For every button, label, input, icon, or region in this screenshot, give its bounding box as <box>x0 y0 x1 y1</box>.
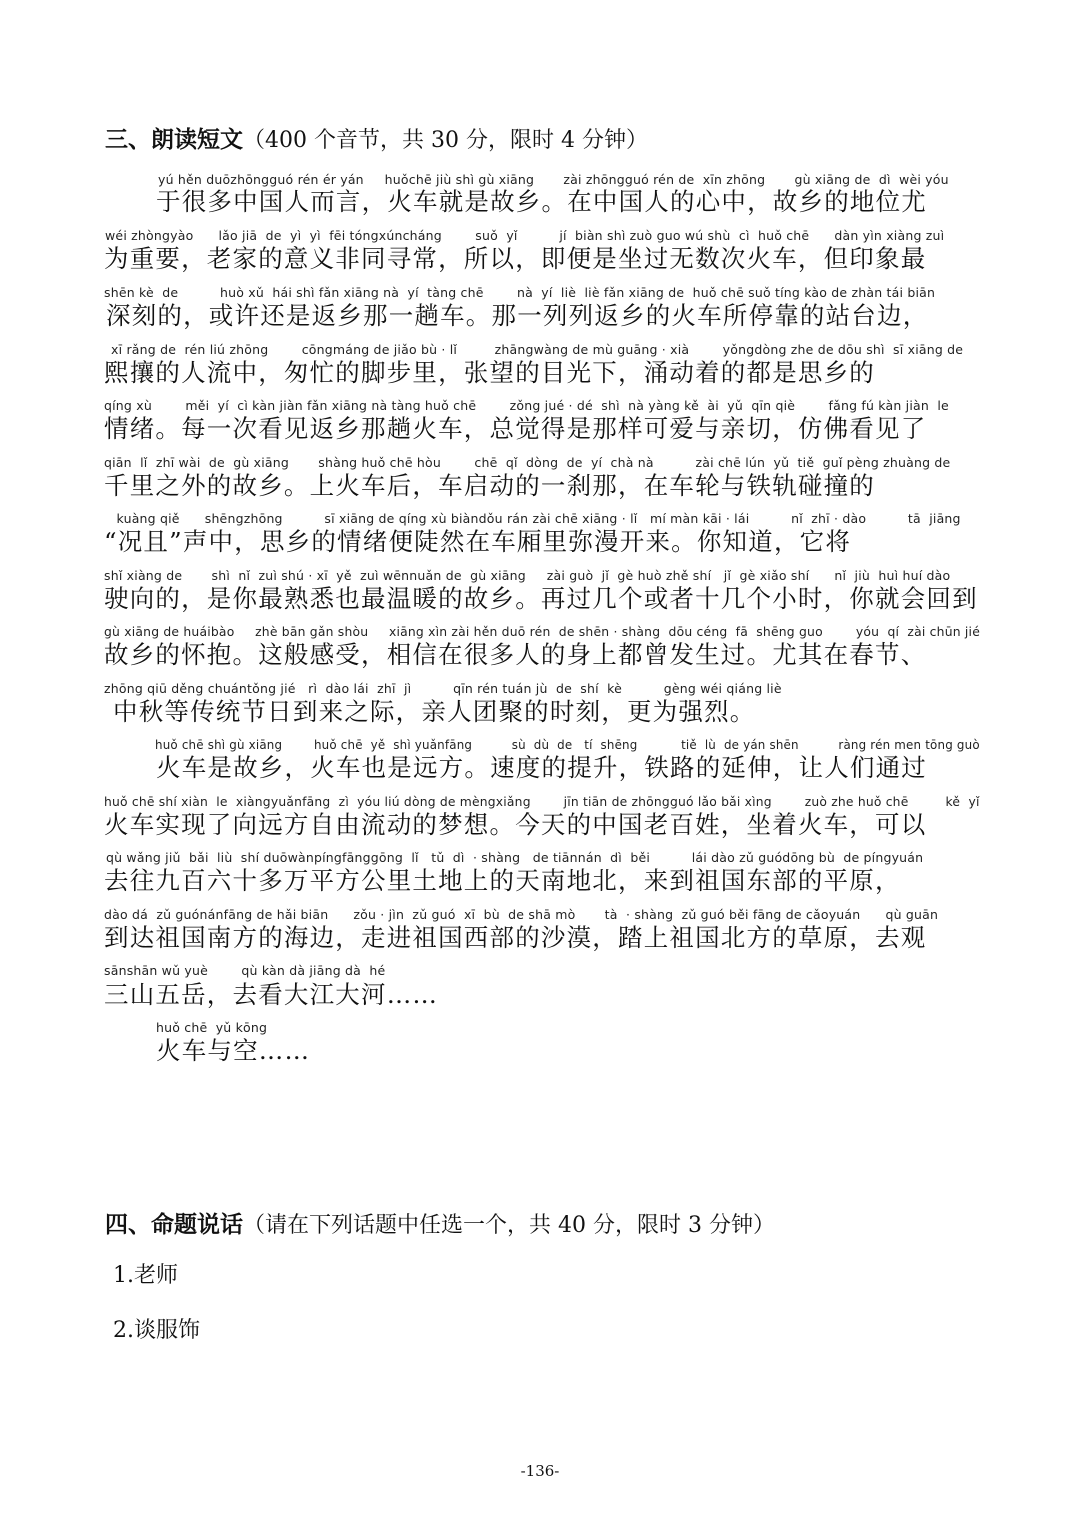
hanzi-line: 深刻的，或许还是返乡那一趟车。那一列列返乡的火车所停靠的站台边， <box>106 301 929 330</box>
topic-item: 2.谈服饰 <box>113 1318 200 1343</box>
hanzi-line: 火车与空…… <box>156 1036 311 1065</box>
hanzi-line: 火车实现了向远方自由流动的梦想。今天的中国老百姓，坐着火车，可以 <box>104 810 927 839</box>
hanzi-line: 驶向的，是你最熟悉也最温暖的故乡。再过几个或者十几个小时，你就会回到 <box>104 584 978 613</box>
pinyin-line: huǒ chē yǔ kōng <box>156 1020 268 1035</box>
pinyin-line: dào dá zǔ guónánfāng de hǎi biān zǒu · jìn zǔ guó xī bù de shā mò tà · shàng zǔ guó běi fāng de cǎoyuán qù guān <box>104 907 939 922</box>
section3-heading <box>105 121 648 154</box>
pinyin-line: qíng xù měi yí cì kàn jiàn fǎn xiāng nà tàng huǒ chē zǒng jué · dé shì nà yàng kě ài yǔ qīn qiè fǎng fú kàn jiàn le <box>104 398 949 413</box>
hanzi-line: “况且”声中，思乡的情绪便陡然在车厢里弥漫开来。你知道，它将 <box>104 527 852 556</box>
topic-item: 1.老师 <box>113 1263 178 1288</box>
section3-heading-note: （400 个音节，共 30 分，限时 4 分钟） <box>243 128 648 153</box>
section4-heading-note: （请在下列话题中任选一个，共 40 分，限时 3 分钟） <box>243 1213 775 1238</box>
pinyin-line: zhōng qiū děng chuántǒng jié rì dào lái zhī jì qīn rén tuán jù de shí kè gèng wéi qiáng liè <box>104 681 782 696</box>
section4-heading-title: 四、命题说话 <box>105 1212 243 1238</box>
hanzi-line: 三山五岳，去看大江大河…… <box>104 980 439 1009</box>
pinyin-line: shǐ xiàng de shì nǐ zuì shú · xī yě zuì wēnnuǎn de gù xiāng zài guò jǐ gè huò zhě shí jǐ gè xiǎo shí nǐ jiù huì huí dào <box>104 568 951 583</box>
hanzi-line: 情绪。每一次看见返乡那趟火车，总觉得是那样可爱与亲切，仿佛看见了 <box>104 414 927 443</box>
hanzi-line: 故乡的怀抱。这般感受，相信在很多人的身上都曾发生过。尤其在春节、 <box>104 640 927 669</box>
pinyin-line: shēn kè de huò xǔ hái shì fǎn xiāng nà yí tàng chē nà yí liè liè fǎn xiāng de huǒ chē suǒ tíng kào de zhàn tái biān <box>104 285 936 300</box>
page-number: -136- <box>520 1462 560 1480</box>
pinyin-line: gù xiāng de huáibào zhè bān gǎn shòu xiāng xìn zài hěn duō rén de shēn · shàng dōu céng fā shēng guo yóu qí zài chūn jié <box>104 624 981 639</box>
hanzi-line: 中秋等传统节日到来之际，亲人团聚的时刻，更为强烈。 <box>104 697 756 726</box>
hanzi-line: 千里之外的故乡。上火车后，车启动的一刹那，在车轮与铁轨碰撞的 <box>104 471 875 500</box>
hanzi-line: 火车是故乡，火车也是远方。速度的提升，铁路的延伸，让人们通过 <box>156 753 927 782</box>
pinyin-line: sānshān wǔ yuè qù kàn dà jiāng dà hé <box>104 963 386 978</box>
pinyin-line: yú hěn duōzhōngguó rén ér yán huǒchē jiù shì gù xiāng zài zhōngguó rén de xīn zhōng gù xiāng de dì wèi yóu <box>158 172 949 187</box>
hanzi-line: 熙攘的人流中，匆忙的脚步里，张望的目光下，涌动着的都是思乡的 <box>104 358 875 387</box>
pinyin-line: kuàng qiě shēngzhōng sī xiāng de qíng xù biàndǒu rán zài chē xiāng · lǐ mí màn kāi · lái nǐ zhī · dào tā jiāng <box>104 511 961 526</box>
hanzi-line: 到达祖国南方的海边，走进祖国西部的沙漠，踏上祖国北方的草原，去观 <box>104 923 927 952</box>
hanzi-line: 于很多中国人而言，火车就是故乡。在中国人的心中，故乡的地位尤 <box>156 187 927 216</box>
pinyin-line: qù wǎng jiǔ bǎi liù shí duōwànpíngfānggōng lǐ tǔ dì · shàng de tiānnán dì běi lái dào zǔ guódōng bù de píngyuán <box>106 850 924 865</box>
pinyin-line: xī rǎng de rén liú zhōng cōngmáng de jiǎo bù · lǐ zhāngwàng de mù guāng · xià yǒngdòng zhe de dōu shì sī xiāng de <box>111 342 964 357</box>
pinyin-line: wéi zhòngyào lǎo jiā de yì yì fēi tóngxúncháng suǒ yǐ jí biàn shì zuò guo wú shù cì huǒ chē dàn yìn xiàng zuì <box>105 228 945 243</box>
section4-heading <box>105 1206 775 1239</box>
pinyin-line: huǒ chē shí xiàn le xiàngyuǎnfāng zì yóu liú dòng de mèngxiǎng jīn tiān de zhōngguó lǎo bǎi xìng zuò zhe huǒ chē kě yǐ <box>104 794 980 809</box>
hanzi-line: 去往九百六十多万平方公里土地上的天南地北，来到祖国东部的平原， <box>104 866 901 895</box>
hanzi-line: 为重要，老家的意义非同寻常，所以，即便是坐过无数次火车，但印象最 <box>104 244 927 273</box>
section3-heading-title: 三、朗读短文 <box>105 127 243 153</box>
pinyin-line: huǒ chē shì gù xiāng huǒ chē yě shì yuǎnfāng sù dù de tí shēng tiě lù de yán shēn ràng rén men tōng guò <box>155 737 980 752</box>
pinyin-line: qiān lǐ zhī wài de gù xiāng shàng huǒ chē hòu chē qǐ dòng de yí chà nà zài chē lún yǔ tiě guǐ pèng zhuàng de <box>104 455 951 470</box>
